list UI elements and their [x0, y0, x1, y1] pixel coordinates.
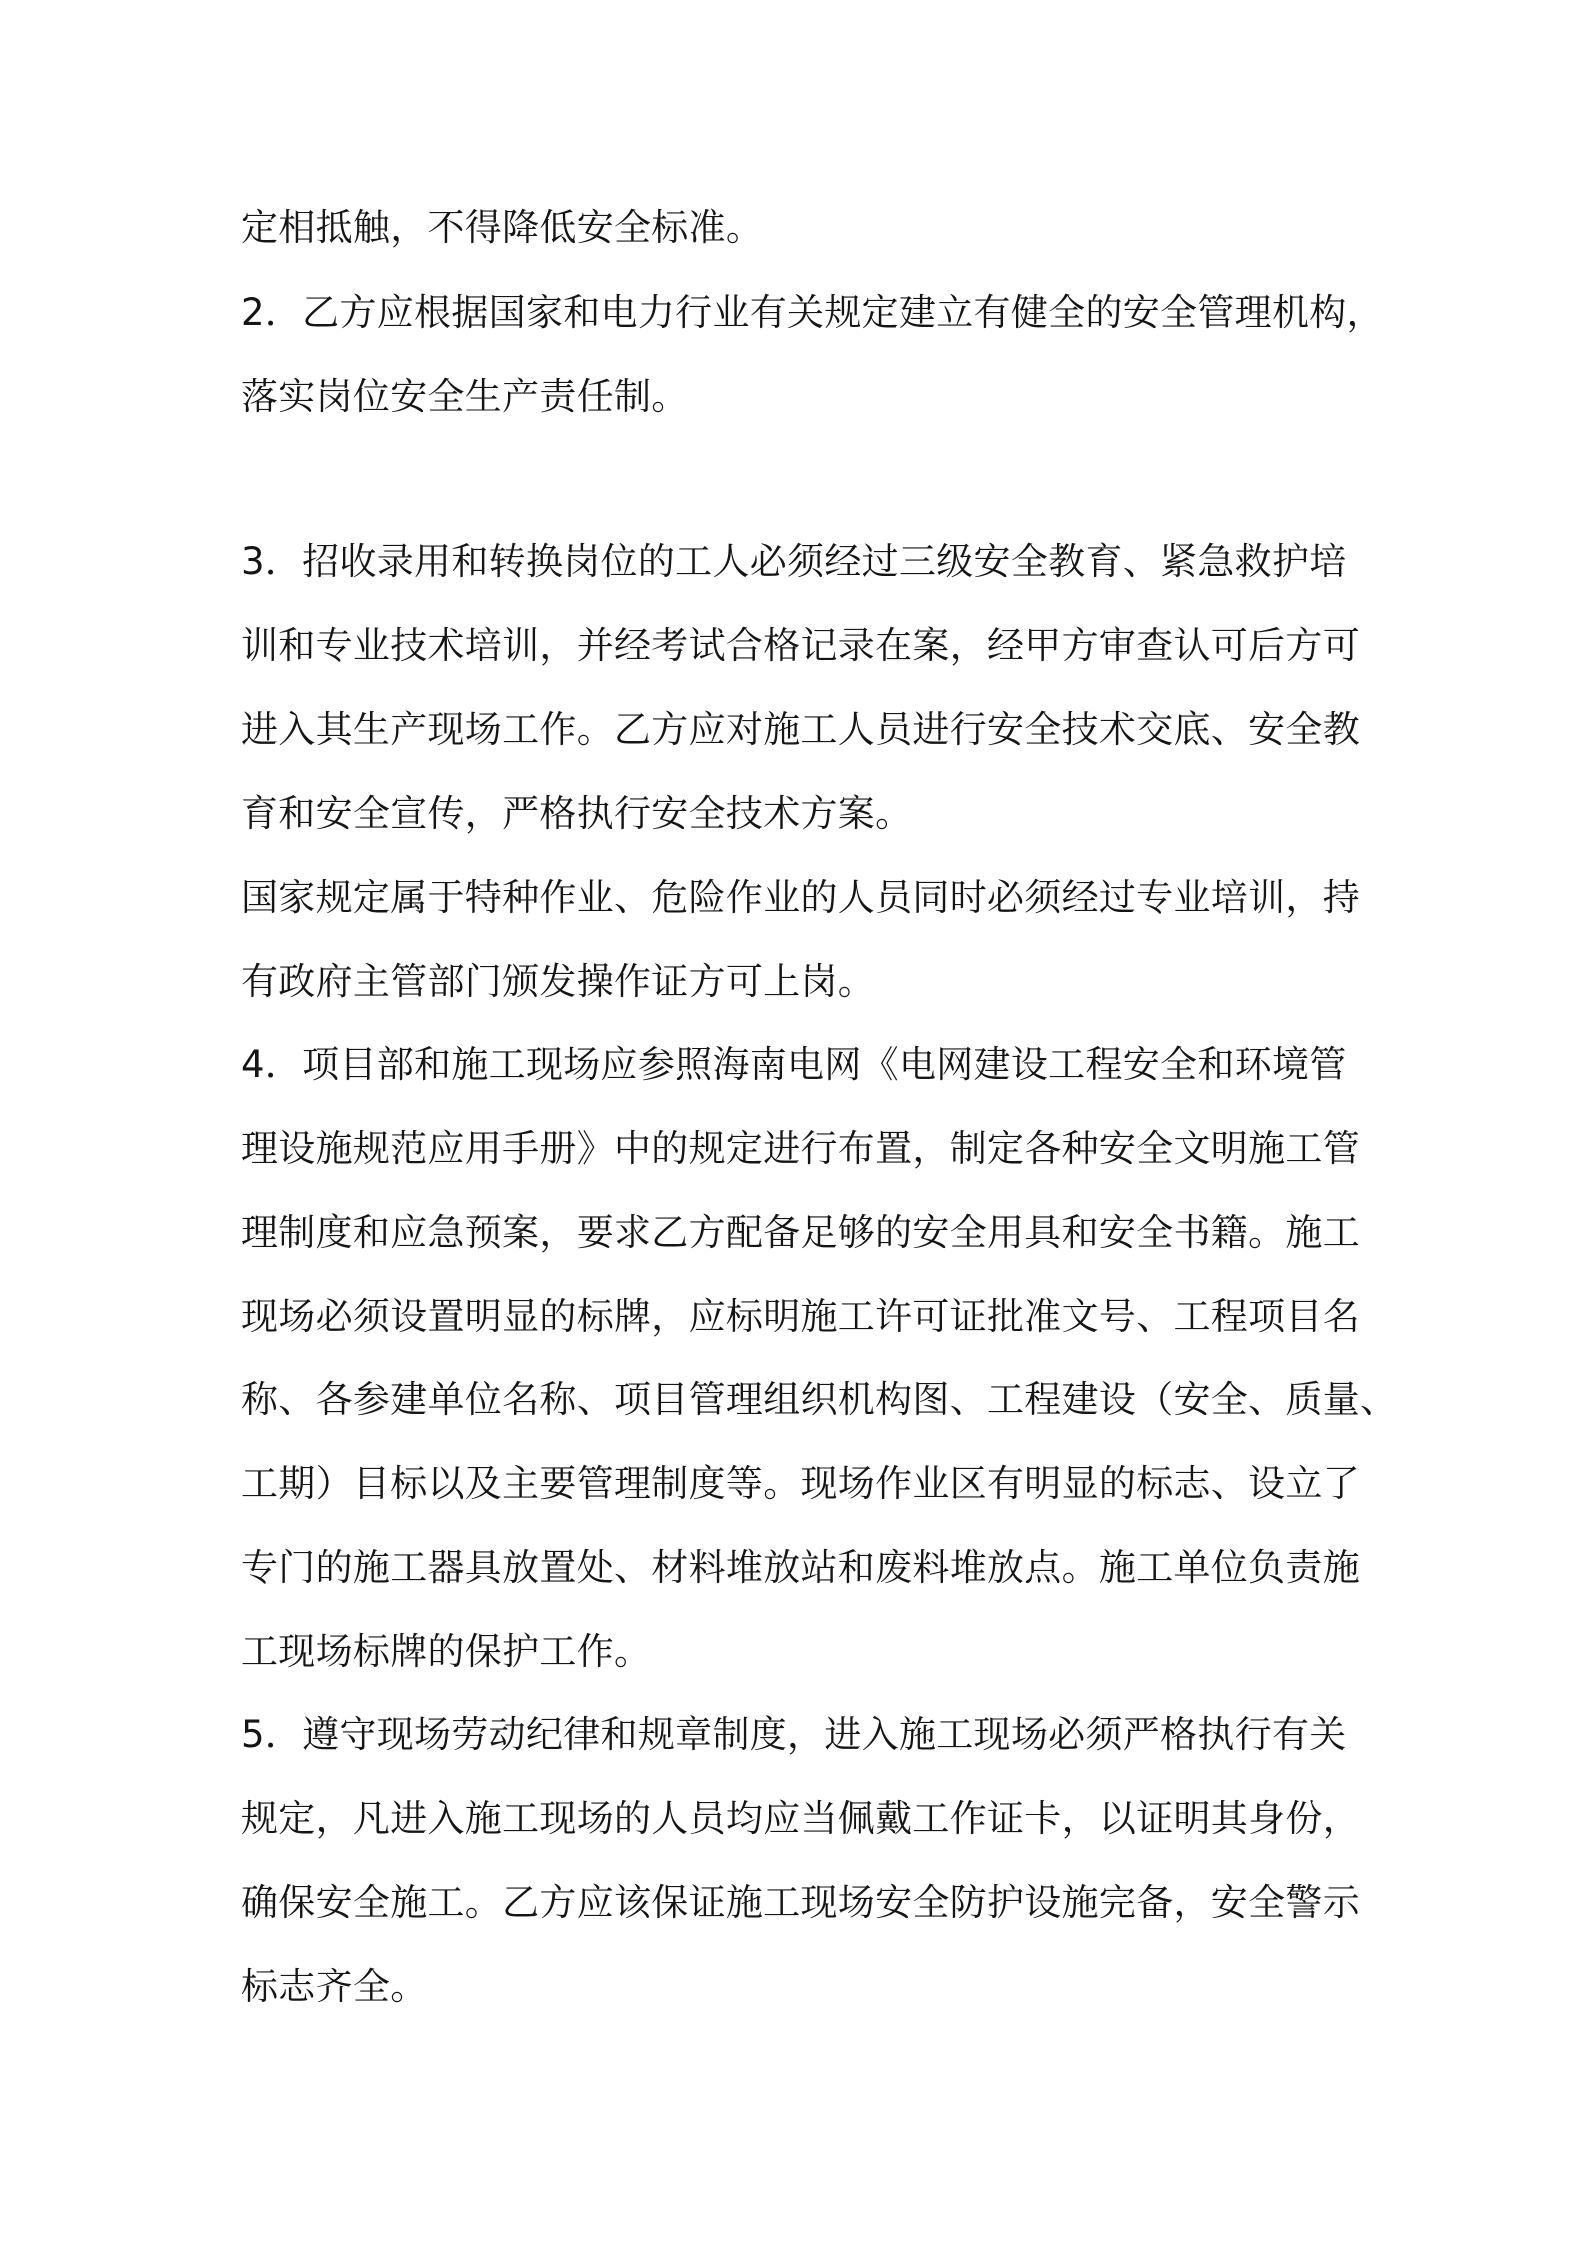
line-4: 3．招收录用和转换岗位的工人必须经过三级安全教育、紧急救护培 [241, 540, 1347, 583]
line-18: 5．遵守现场劳动纪律和规章制度，进入施工现场必须严格执行有关 [241, 1713, 1347, 1756]
line-1: 定相抵触，不得降低安全标准。 [241, 206, 764, 249]
line-17: 工现场标牌的保护工作。 [241, 1630, 652, 1673]
line-13: 现场必须设置明显的标牌，应标明施工许可证批准文号、工程项目名 [241, 1295, 1360, 1338]
line-16: 专门的施工器具放置处、材料堆放站和废料堆放点。施工单位负责施 [241, 1546, 1360, 1589]
line-3: 落实岗位安全生产责任制。 [241, 375, 689, 418]
line-12: 理制度和应急预案，要求乙方配备足够的安全用具和安全书籍。施工 [241, 1211, 1360, 1254]
line-7: 育和安全宣传，严格执行安全技术方案。 [241, 792, 913, 835]
line-5: 训和专业技术培训，并经考试合格记录在案，经甲方审查认可后方可 [241, 624, 1360, 667]
line-14: 称、各参建单位名称、项目管理组织机构图、工程建设（安全、质量、 [241, 1378, 1398, 1421]
line-10: 4．项目部和施工现场应参照海南电网《电网建设工程安全和环境管 [241, 1043, 1347, 1086]
line-15: 工期）目标以及主要管理制度等。现场作业区有明显的标志、设立了 [241, 1462, 1360, 1505]
line-8: 国家规定属于特种作业、危险作业的人员同时必须经过专业培训，持 [241, 876, 1360, 919]
line-19: 规定，凡进入施工现场的人员均应当佩戴工作证卡，以证明其身份， [241, 1797, 1360, 1840]
line-2: 2．乙方应根据国家和电力行业有关规定建立有健全的安全管理机构， [241, 291, 1384, 334]
line-11: 理设施规范应用手册》中的规定进行布置，制定各种安全文明施工管 [241, 1127, 1360, 1170]
line-21: 标志齐全。 [241, 1965, 428, 2008]
line-9: 有政府主管部门颁发操作证方可上岗。 [241, 960, 876, 1003]
line-20: 确保安全施工。乙方应该保证施工现场安全防护设施完备，安全警示 [241, 1881, 1360, 1924]
line-6: 进入其生产现场工作。乙方应对施工人员进行安全技术交底、安全教 [241, 708, 1360, 751]
